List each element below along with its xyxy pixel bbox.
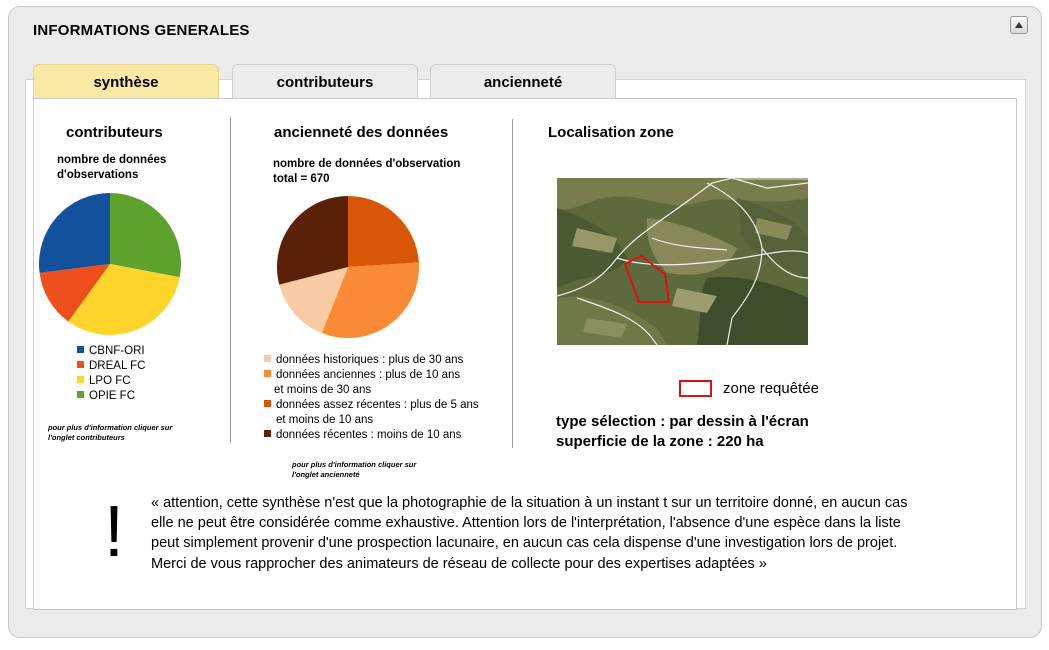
legend-swatch <box>264 430 271 437</box>
tab-contributeurs[interactable]: contributeurs <box>232 64 418 100</box>
column-divider-2 <box>512 119 513 448</box>
location-title: Localisation zone <box>548 124 674 141</box>
column-divider-1 <box>230 117 231 443</box>
legend-item-dreal: DREAL FC <box>77 359 145 374</box>
zone-area-text: superficie de la zone : 220 ha <box>556 433 764 450</box>
contributors-subtitle: nombre de données d'observations <box>57 154 167 181</box>
zone-legend-swatch <box>679 380 712 397</box>
legend-swatch <box>264 355 271 362</box>
contributors-more-info-link[interactable]: pour plus d'information cliquer sur l'onglet contributeurs <box>48 423 173 442</box>
legend-swatch <box>264 400 271 407</box>
contributors-pie-slice-0 <box>110 193 181 277</box>
tab-synthese[interactable]: synthèse <box>33 64 219 100</box>
legend-item-old-cont: et moins de 30 ans <box>274 384 372 396</box>
age-pie-chart <box>276 195 420 339</box>
legend-swatch <box>77 391 84 398</box>
legend-item-historic: données historiques : plus de 30 ans <box>264 353 479 368</box>
triangle-up-icon <box>1014 21 1024 29</box>
legend-swatch <box>77 376 84 383</box>
legend-swatch <box>264 370 271 377</box>
zone-legend-label: zone requêtée <box>723 380 819 397</box>
satellite-map <box>557 178 808 345</box>
legend-item-old: données anciennes : plus de 10 ans <box>264 368 479 383</box>
age-more-info-link[interactable]: pour plus d'information cliquer sur l'onglet ancienneté <box>292 460 417 479</box>
age-pie-slice-0 <box>348 196 419 267</box>
contributors-legend <box>77 344 145 404</box>
legend-item-fairly-recent-cont: et moins de 10 ans <box>276 414 374 426</box>
contributors-title: contributeurs <box>66 124 163 141</box>
contributors-pie-chart <box>38 192 182 336</box>
age-subtitle: nombre de données d'observation total = 670 <box>273 158 461 185</box>
legend-item-cbnf: CBNF-ORI <box>77 344 145 359</box>
panel-title: INFORMATIONS GENERALES <box>33 22 250 39</box>
collapse-button[interactable] <box>1010 16 1028 34</box>
legend-item-fairly-recent: données assez récentes : plus de 5 ans <box>264 398 479 413</box>
legend-item-lpo: LPO FC <box>77 374 145 389</box>
age-title: ancienneté des données <box>274 124 449 141</box>
legend-item-recent: données récentes : moins de 10 ans <box>264 428 479 443</box>
tab-anciennete[interactable]: ancienneté <box>430 64 616 100</box>
selection-type-text: type sélection : par dessin à l'écran <box>556 413 809 430</box>
disclaimer-text: « attention, cette synthèse n'est que la photographie de la situation à un instant t sur un territoire donné, en aucun cas elle ne peut être considérée comme exhaustive. Attention lors de l'interprétation, l'absence d'une espèce dans la liste peut simplement provenir d'une prospection lacunaire, en aucun cas cela dispense d'une investigation lors de projet. Merci de vous rapprocher des animateurs de réseau de collecte pour des expertises adaptées » <box>151 495 908 572</box>
exclamation-icon: ! <box>104 492 125 572</box>
legend-item-opie: OPIE FC <box>77 389 145 404</box>
contributors-pie-slice-3 <box>39 193 110 273</box>
age-legend <box>264 353 479 443</box>
legend-swatch <box>77 346 84 353</box>
legend-swatch <box>77 361 84 368</box>
